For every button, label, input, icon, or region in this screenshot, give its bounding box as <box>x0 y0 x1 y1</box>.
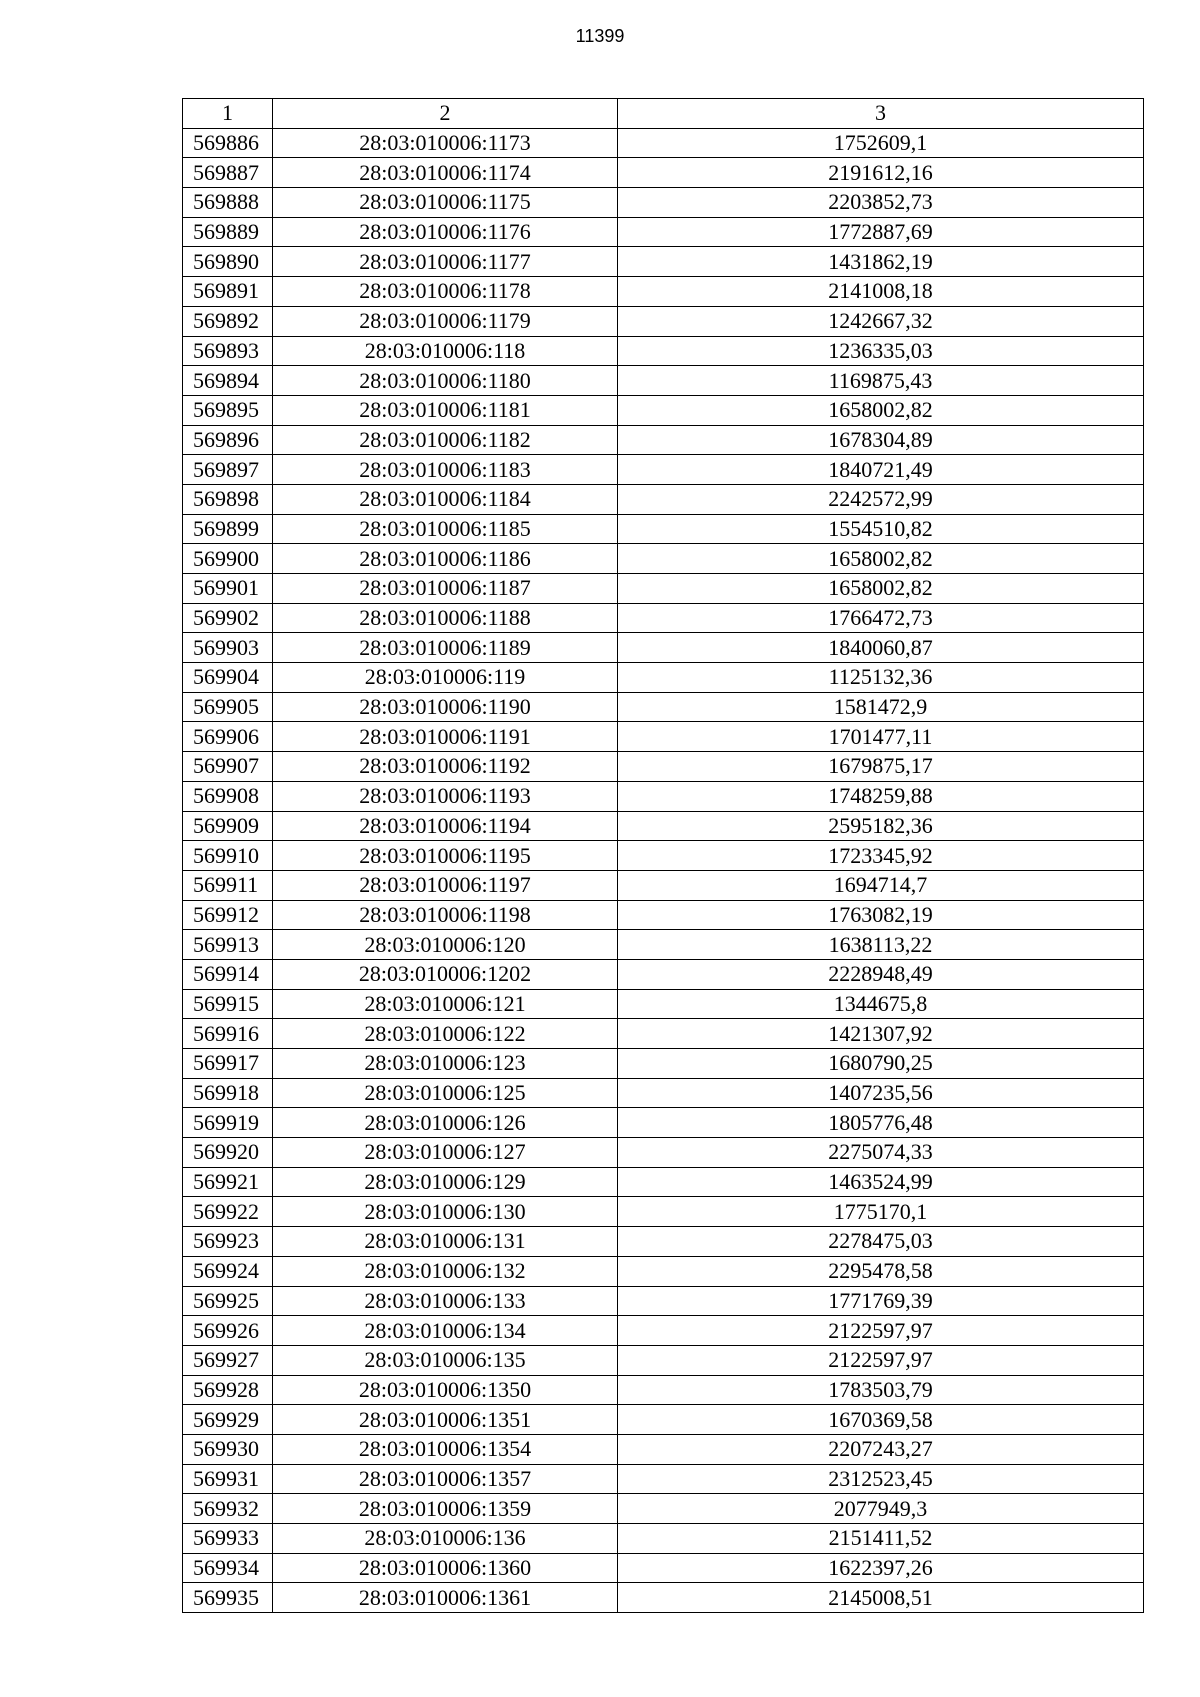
table-row <box>183 1464 1144 1494</box>
row-number-cell: 569895 <box>183 395 273 425</box>
row-number-cell: 569889 <box>183 217 273 247</box>
table-row <box>183 574 1144 604</box>
row-number-cell: 569928 <box>183 1375 273 1405</box>
row-number-cell: 569903 <box>183 633 273 663</box>
cadastral-number-cell: 28:03:010006:125 <box>273 1078 618 1108</box>
row-number-cell: 569927 <box>183 1345 273 1375</box>
table-row <box>183 633 1144 663</box>
table-row <box>183 1256 1144 1286</box>
value-cell: 1783503,79 <box>618 1375 1144 1405</box>
value-cell: 2207243,27 <box>618 1434 1144 1464</box>
value-cell: 1680790,25 <box>618 1049 1144 1079</box>
cadastral-number-cell: 28:03:010006:1195 <box>273 841 618 871</box>
row-number-cell: 569891 <box>183 277 273 307</box>
table-row <box>183 752 1144 782</box>
cadastral-number-cell: 28:03:010006:127 <box>273 1138 618 1168</box>
row-number-cell: 569935 <box>183 1583 273 1613</box>
table-row <box>183 1227 1144 1257</box>
value-cell: 2145008,51 <box>618 1583 1144 1613</box>
row-number-cell: 569925 <box>183 1286 273 1316</box>
cadastral-number-cell: 28:03:010006:118 <box>273 336 618 366</box>
row-number-cell: 569892 <box>183 306 273 336</box>
row-number-cell: 569890 <box>183 247 273 277</box>
value-cell: 1421307,92 <box>618 1019 1144 1049</box>
value-cell: 1678304,89 <box>618 425 1144 455</box>
row-number-cell: 569911 <box>183 870 273 900</box>
value-cell: 2228948,49 <box>618 959 1144 989</box>
table-row <box>183 514 1144 544</box>
cadastral-number-cell: 28:03:010006:132 <box>273 1256 618 1286</box>
cadastral-number-cell: 28:03:010006:135 <box>273 1345 618 1375</box>
cadastral-number-cell: 28:03:010006:1187 <box>273 574 618 604</box>
value-cell: 1752609,1 <box>618 128 1144 158</box>
value-cell: 1658002,82 <box>618 395 1144 425</box>
value-cell: 2191612,16 <box>618 158 1144 188</box>
value-cell: 1766472,73 <box>618 603 1144 633</box>
row-number-cell: 569888 <box>183 188 273 218</box>
cadastral-number-cell: 28:03:010006:1350 <box>273 1375 618 1405</box>
row-number-cell: 569897 <box>183 455 273 485</box>
value-cell: 1670369,58 <box>618 1405 1144 1435</box>
row-number-cell: 569901 <box>183 574 273 604</box>
row-number-cell: 569905 <box>183 692 273 722</box>
row-number-cell: 569912 <box>183 900 273 930</box>
table-row <box>183 1049 1144 1079</box>
column-header-2: 2 <box>273 99 618 129</box>
cadastral-number-cell: 28:03:010006:121 <box>273 989 618 1019</box>
value-cell: 2595182,36 <box>618 811 1144 841</box>
row-number-cell: 569906 <box>183 722 273 752</box>
table-row <box>183 1494 1144 1524</box>
value-cell: 1236335,03 <box>618 336 1144 366</box>
row-number-cell: 569914 <box>183 959 273 989</box>
value-cell: 1622397,26 <box>618 1553 1144 1583</box>
value-cell: 1658002,82 <box>618 544 1144 574</box>
value-cell: 1723345,92 <box>618 841 1144 871</box>
row-number-cell: 569916 <box>183 1019 273 1049</box>
value-cell: 1344675,8 <box>618 989 1144 1019</box>
cadastral-number-cell: 28:03:010006:1186 <box>273 544 618 574</box>
table-header <box>183 99 1144 129</box>
value-cell: 2295478,58 <box>618 1256 1144 1286</box>
value-cell: 1805776,48 <box>618 1108 1144 1138</box>
table-row <box>183 692 1144 722</box>
table-row <box>183 1583 1144 1613</box>
table-row <box>183 959 1144 989</box>
table-row <box>183 306 1144 336</box>
cadastral-number-cell: 28:03:010006:1194 <box>273 811 618 841</box>
cadastral-number-cell: 28:03:010006:123 <box>273 1049 618 1079</box>
cadastral-number-cell: 28:03:010006:1202 <box>273 959 618 989</box>
column-header-3: 3 <box>618 99 1144 129</box>
cadastral-number-cell: 28:03:010006:1191 <box>273 722 618 752</box>
value-cell: 1125132,36 <box>618 663 1144 693</box>
cadastral-number-cell: 28:03:010006:1357 <box>273 1464 618 1494</box>
table-row <box>183 1108 1144 1138</box>
cadastral-number-cell: 28:03:010006:1184 <box>273 484 618 514</box>
cadastral-number-cell: 28:03:010006:1193 <box>273 781 618 811</box>
row-number-cell: 569913 <box>183 930 273 960</box>
value-cell: 2141008,18 <box>618 277 1144 307</box>
cadastral-number-cell: 28:03:010006:1198 <box>273 900 618 930</box>
row-number-cell: 569896 <box>183 425 273 455</box>
column-header-1: 1 <box>183 99 273 129</box>
table-row <box>183 484 1144 514</box>
value-cell: 2151411,52 <box>618 1524 1144 1554</box>
value-cell: 1581472,9 <box>618 692 1144 722</box>
table-row <box>183 1167 1144 1197</box>
table-row <box>183 188 1144 218</box>
row-number-cell: 569924 <box>183 1256 273 1286</box>
row-number-cell: 569907 <box>183 752 273 782</box>
value-cell: 1679875,17 <box>618 752 1144 782</box>
row-number-cell: 569909 <box>183 811 273 841</box>
table-row <box>183 1405 1144 1435</box>
table-row <box>183 900 1144 930</box>
cadastral-number-cell: 28:03:010006:133 <box>273 1286 618 1316</box>
row-number-cell: 569933 <box>183 1524 273 1554</box>
row-number-cell: 569887 <box>183 158 273 188</box>
table-row <box>183 811 1144 841</box>
row-number-cell: 569915 <box>183 989 273 1019</box>
row-number-cell: 569908 <box>183 781 273 811</box>
cadastral-number-cell: 28:03:010006:1179 <box>273 306 618 336</box>
cadastral-number-cell: 28:03:010006:134 <box>273 1316 618 1346</box>
row-number-cell: 569904 <box>183 663 273 693</box>
cadastral-number-cell: 28:03:010006:1359 <box>273 1494 618 1524</box>
value-cell: 1763082,19 <box>618 900 1144 930</box>
row-number-cell: 569900 <box>183 544 273 574</box>
row-number-cell: 569926 <box>183 1316 273 1346</box>
value-cell: 1775170,1 <box>618 1197 1144 1227</box>
value-cell: 2242572,99 <box>618 484 1144 514</box>
table-row <box>183 425 1144 455</box>
cadastral-number-cell: 28:03:010006:1197 <box>273 870 618 900</box>
table-row <box>183 722 1144 752</box>
table-row <box>183 277 1144 307</box>
value-cell: 1840060,87 <box>618 633 1144 663</box>
value-cell: 2312523,45 <box>618 1464 1144 1494</box>
cadastral-number-cell: 28:03:010006:122 <box>273 1019 618 1049</box>
cadastral-number-cell: 28:03:010006:1182 <box>273 425 618 455</box>
row-number-cell: 569931 <box>183 1464 273 1494</box>
page-number: 11399 <box>575 26 625 46</box>
table-row <box>183 1316 1144 1346</box>
table-row <box>183 247 1144 277</box>
table-row <box>183 455 1144 485</box>
value-cell: 1772887,69 <box>618 217 1144 247</box>
table-row <box>183 1524 1144 1554</box>
cadastral-number-cell: 28:03:010006:136 <box>273 1524 618 1554</box>
table-row <box>183 544 1144 574</box>
cadastral-number-cell: 28:03:010006:1180 <box>273 366 618 396</box>
cadastral-number-cell: 28:03:010006:1192 <box>273 752 618 782</box>
table-row <box>183 1345 1144 1375</box>
table-row <box>183 663 1144 693</box>
value-cell: 1407235,56 <box>618 1078 1144 1108</box>
table-row <box>183 1286 1144 1316</box>
value-cell: 2122597,97 <box>618 1345 1144 1375</box>
table-row <box>183 989 1144 1019</box>
table-row <box>183 366 1144 396</box>
row-number-cell: 569920 <box>183 1138 273 1168</box>
cadastral-number-cell: 28:03:010006:131 <box>273 1227 618 1257</box>
value-cell: 1463524,99 <box>618 1167 1144 1197</box>
cadastral-number-cell: 28:03:010006:1178 <box>273 277 618 307</box>
value-cell: 1658002,82 <box>618 574 1144 604</box>
row-number-cell: 569923 <box>183 1227 273 1257</box>
cadastral-number-cell: 28:03:010006:1190 <box>273 692 618 722</box>
row-number-cell: 569919 <box>183 1108 273 1138</box>
cadastral-number-cell: 28:03:010006:1354 <box>273 1434 618 1464</box>
cadastral-number-cell: 28:03:010006:1188 <box>273 603 618 633</box>
header-row <box>183 99 1144 129</box>
value-cell: 2203852,73 <box>618 188 1144 218</box>
row-number-cell: 569930 <box>183 1434 273 1464</box>
cadastral-number-cell: 28:03:010006:126 <box>273 1108 618 1138</box>
table-row <box>183 1553 1144 1583</box>
table-row <box>183 1138 1144 1168</box>
table-row <box>183 603 1144 633</box>
table-row <box>183 1019 1144 1049</box>
value-cell: 1431862,19 <box>618 247 1144 277</box>
cadastral-number-cell: 28:03:010006:1185 <box>273 514 618 544</box>
row-number-cell: 569929 <box>183 1405 273 1435</box>
value-cell: 2275074,33 <box>618 1138 1144 1168</box>
row-number-cell: 569910 <box>183 841 273 871</box>
value-cell: 2122597,97 <box>618 1316 1144 1346</box>
cadastral-number-cell: 28:03:010006:119 <box>273 663 618 693</box>
cadastral-number-cell: 28:03:010006:1361 <box>273 1583 618 1613</box>
row-number-cell: 569932 <box>183 1494 273 1524</box>
row-number-cell: 569922 <box>183 1197 273 1227</box>
value-cell: 1771769,39 <box>618 1286 1144 1316</box>
cadastral-number-cell: 28:03:010006:1360 <box>273 1553 618 1583</box>
row-number-cell: 569893 <box>183 336 273 366</box>
value-cell: 1242667,32 <box>618 306 1144 336</box>
cadastral-number-cell: 28:03:010006:129 <box>273 1167 618 1197</box>
table-row <box>183 930 1144 960</box>
cadastral-number-cell: 28:03:010006:1183 <box>273 455 618 485</box>
cadastral-number-cell: 28:03:010006:1189 <box>273 633 618 663</box>
table-row <box>183 1375 1144 1405</box>
value-cell: 1694714,7 <box>618 870 1144 900</box>
table-row <box>183 1078 1144 1108</box>
table-row <box>183 1197 1144 1227</box>
table-row <box>183 128 1144 158</box>
table-body <box>183 128 1144 1612</box>
cadastral-number-cell: 28:03:010006:1177 <box>273 247 618 277</box>
row-number-cell: 569934 <box>183 1553 273 1583</box>
cadastral-number-cell: 28:03:010006:1174 <box>273 158 618 188</box>
row-number-cell: 569917 <box>183 1049 273 1079</box>
value-cell: 1840721,49 <box>618 455 1144 485</box>
row-number-cell: 569894 <box>183 366 273 396</box>
table-row <box>183 781 1144 811</box>
row-number-cell: 569898 <box>183 484 273 514</box>
row-number-cell: 569899 <box>183 514 273 544</box>
cadastral-number-cell: 28:03:010006:130 <box>273 1197 618 1227</box>
value-cell: 1701477,11 <box>618 722 1144 752</box>
table-row <box>183 217 1144 247</box>
cadastral-number-cell: 28:03:010006:1176 <box>273 217 618 247</box>
cadastral-table <box>182 98 1144 1613</box>
table-row <box>183 1434 1144 1464</box>
row-number-cell: 569886 <box>183 128 273 158</box>
cadastral-number-cell: 28:03:010006:1173 <box>273 128 618 158</box>
cadastral-number-cell: 28:03:010006:1181 <box>273 395 618 425</box>
row-number-cell: 569902 <box>183 603 273 633</box>
table-row <box>183 841 1144 871</box>
table-row <box>183 870 1144 900</box>
value-cell: 1638113,22 <box>618 930 1144 960</box>
table-row <box>183 395 1144 425</box>
value-cell: 1554510,82 <box>618 514 1144 544</box>
value-cell: 1748259,88 <box>618 781 1144 811</box>
table-row <box>183 336 1144 366</box>
row-number-cell: 569921 <box>183 1167 273 1197</box>
value-cell: 2077949,3 <box>618 1494 1144 1524</box>
cadastral-number-cell: 28:03:010006:1351 <box>273 1405 618 1435</box>
row-number-cell: 569918 <box>183 1078 273 1108</box>
cadastral-number-cell: 28:03:010006:120 <box>273 930 618 960</box>
value-cell: 2278475,03 <box>618 1227 1144 1257</box>
cadastral-number-cell: 28:03:010006:1175 <box>273 188 618 218</box>
table-row <box>183 158 1144 188</box>
value-cell: 1169875,43 <box>618 366 1144 396</box>
